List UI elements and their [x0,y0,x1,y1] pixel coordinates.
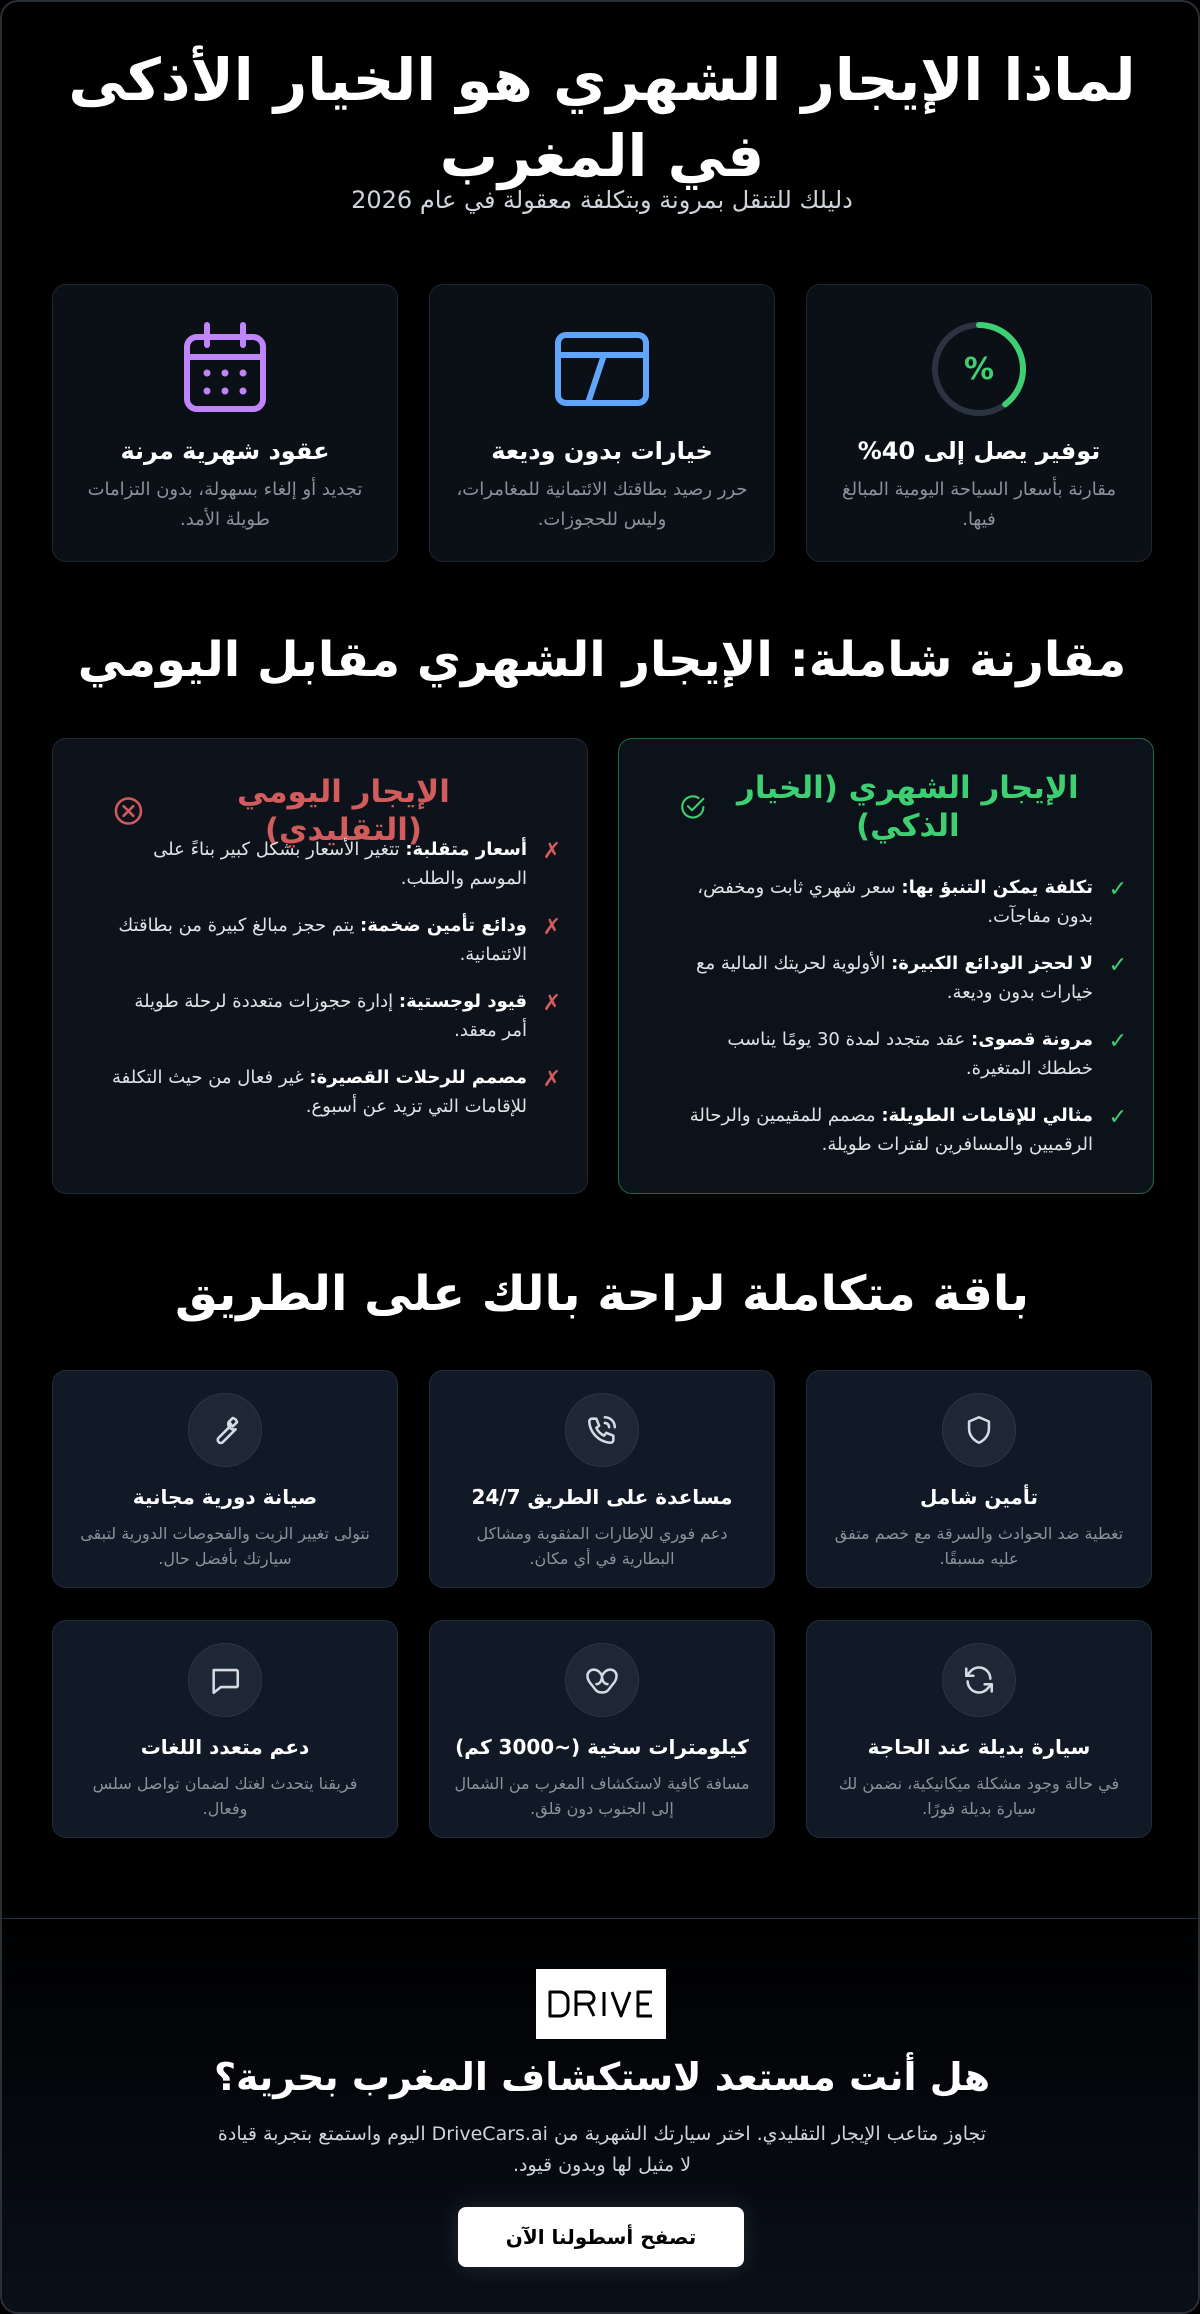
check-icon: ✓ [1108,877,1127,902]
daily-card-title: الإيجار اليومي (التقليدي) [236,774,450,848]
package-title: باقة متكاملة لراحة بالك على الطريق [175,1266,1029,1322]
service-title: صيانة دورية مجانية [132,1485,318,1509]
feature-desc: تجديد أو إلغاء بسهولة، بدون التزامات طويلة الأمد. [87,479,363,530]
service-title: سيارة بديلة عند الحاجة [867,1735,1091,1759]
service-card-maintenance [52,1370,398,1588]
shield-icon [962,1413,996,1447]
cross-icon: ✗ [542,1067,561,1092]
service-desc: دعم فوري للإطارات المثقوبة ومشاكل البطارية في أي مكان. [476,1524,728,1568]
check-icon: ✓ [1108,1105,1127,1130]
phone-call-icon [585,1413,619,1447]
cross-icon: ✗ [542,915,561,940]
check-icon: ✓ [1108,953,1127,978]
service-card-mileage [429,1620,775,1838]
monthly-card-header [679,769,1093,845]
feature-card-flexible [52,284,398,562]
feature-title: توفير يصل إلى 40% [857,437,1101,465]
daily-drawbacks-list [109,835,561,1139]
feature-card-no-deposit [429,284,775,562]
daily-rental-card [52,738,588,1194]
service-desc: فريقنا يتحدث لغتك لضمان تواصل سلس وفعال. [92,1774,358,1818]
drive-logo [536,1969,666,2039]
list-item: ✓ مرونة قصوى: عقد متجدد لمدة 30 يومًا يناسب خططك المتغيرة. [727,1029,1127,1079]
credit-card-icon [552,319,652,419]
feature-title: عقود شهرية مرنة [120,437,330,465]
monthly-rental-card [618,738,1154,1194]
service-card-roadside [429,1370,775,1588]
feature-desc: مقارنة بأسعار السياحة اليومية المبالغ فيها. [842,479,1116,530]
calendar-icon [175,319,275,419]
list-item: ✗ ودائع تأمين ضخمة: يتم حجز مبالغ كبيرة من بطاقتك الائتمانية. [118,915,561,965]
cta-text: تجاوز متاعب الإيجار التقليدي. اختر سيارتك الشهرية من DriveCars.ai اليوم واستمتع بتجربة قيادة لا مثيل لها وبدون قيود. [217,2123,987,2176]
cta-title: هل أنت مستعد لاستكشاف المغرب بحرية؟ [213,2055,991,2099]
monthly-card-title: الإيجار الشهري (الخيار الذكي) [736,770,1079,844]
list-item: ✓ مثالي للإقامات الطويلة: مصمم للمقيمين والرحالة الرقميين والمسافرين لفترات طويلة. [689,1105,1127,1155]
feature-card-savings [806,284,1152,562]
service-title: تأمين شامل [920,1485,1038,1509]
list-item: ✗ مصمم للرحلات القصيرة: غير فعال من حيث التكلفة للإقامات التي تزيد عن أسبوع. [111,1067,561,1117]
check-icon: ✓ [1108,1029,1127,1054]
drive-logo-mark [546,1987,656,2021]
comparison-title: مقارنة شاملة: الإيجار الشهري مقابل اليومي [77,632,1127,688]
monthly-benefits-list [675,873,1127,1177]
list-item: ✓ تكلفة يمكن التنبؤ بها: سعر شهري ثابت ومخفض، بدون مفاجآت. [697,877,1127,927]
service-desc: في حالة وجود مشكلة ميكانيكية، نضمن لك سيارة بديلة فورًا. [838,1774,1120,1818]
infinity-icon [584,1663,620,1697]
service-title: مساعدة على الطريق 24/7 [471,1485,733,1509]
list-item: ✗ أسعار متقلبة: تتغير الأسعار بشكل كبير بناءً على الموسم والطلب. [153,839,561,889]
feature-desc: حرر رصيد بطاقتك الائتمانية للمغامرات، وليس للحجوزات. [456,479,748,530]
x-circle-icon [113,795,144,827]
service-title: دعم متعدد اللغات [140,1735,310,1759]
cross-icon: ✗ [542,991,561,1016]
service-card-languages [52,1620,398,1838]
page-title: لماذا الإيجار الشهري هو الخيار الأذكى في المغرب [68,46,1136,190]
list-item: ✓ لا لحجز الودائع الكبيرة: الأولوية لحريتك المالية مع خيارات بدون وديعة. [695,953,1127,1003]
service-card-insurance [806,1370,1152,1588]
service-title: كيلومترات سخية (~3000 كم) [455,1735,749,1759]
service-card-replacement [806,1620,1152,1838]
chat-bubble-icon [208,1663,242,1697]
refresh-icon [962,1663,996,1697]
page-subtitle: دليلك للتنقل بمرونة وبتكلفة معقولة في عام 2026 [351,186,853,214]
service-desc: نتولى تغيير الزيت والفحوصات الدورية لتبقى سيارتك بأفضل حال. [80,1524,370,1568]
cta-section [2,1918,1200,2314]
svg-text:%: % [963,352,995,387]
check-circle-icon [679,790,707,824]
cross-icon: ✗ [542,839,561,864]
service-desc: تغطية ضد الحوادث والسرقة مع خصم متفق عليه مسبقًا. [834,1524,1124,1568]
service-desc: مسافة كافية لاستكشاف المغرب من الشمال إلى الجنوب دون قلق. [454,1774,750,1818]
wrench-icon [208,1413,242,1447]
feature-title: خيارات بدون وديعة [491,437,713,465]
percent-ring-icon [929,319,1029,419]
list-item: ✗ قيود لوجستية: إدارة حجوزات متعددة لرحلة طويلة أمر معقد. [134,991,561,1041]
browse-fleet-button[interactable]: تصفح أسطولنا الآن [458,2207,744,2267]
